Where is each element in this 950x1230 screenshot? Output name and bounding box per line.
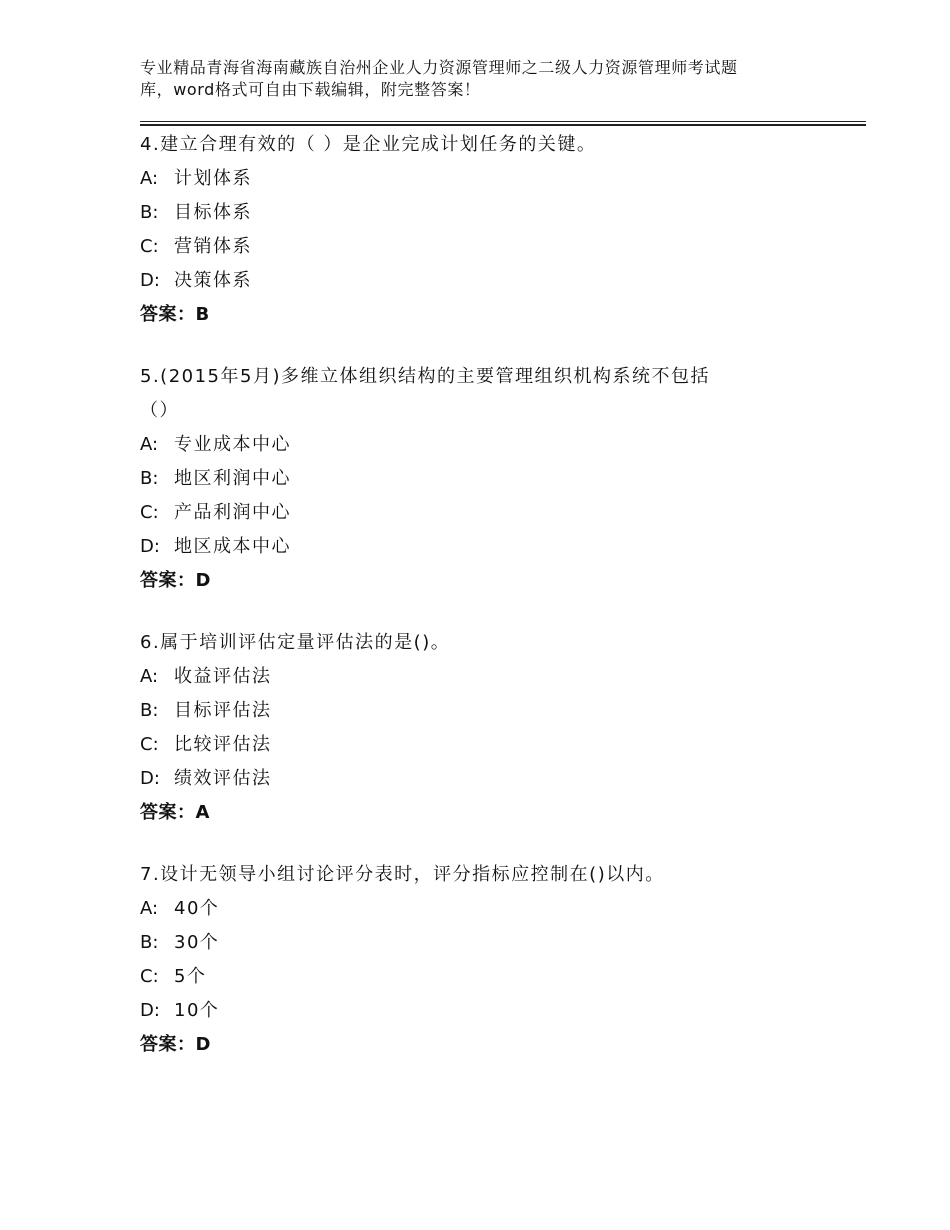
option-b <box>140 462 866 496</box>
option-key: C: <box>140 966 159 987</box>
question-stem: 5.(2015年5月)多维立体组织结构的主要管理组织机构系统不包括 <box>140 366 710 387</box>
option-c <box>140 496 866 530</box>
question-7 <box>140 858 866 1062</box>
option-a <box>140 428 866 462</box>
option-text: 营销体系 <box>174 236 252 257</box>
option-c <box>140 728 866 762</box>
option-key: B: <box>140 468 159 489</box>
option-key: D: <box>140 1000 160 1021</box>
header-line-2: 库，word格式可自由下载编辑，附完整答案！ <box>140 80 481 99</box>
answer-label: 答案：D <box>140 570 211 591</box>
question-5 <box>140 360 866 598</box>
header-rule-thin <box>140 121 866 122</box>
option-key: A: <box>140 434 159 455</box>
option-text: 目标评估法 <box>174 700 272 721</box>
option-d <box>140 264 866 298</box>
question-list <box>140 128 866 1090</box>
question-6 <box>140 626 866 830</box>
option-text: 收益评估法 <box>174 666 272 687</box>
page-header <box>140 57 840 101</box>
option-key: C: <box>140 502 159 523</box>
answer-label: 答案：D <box>140 1034 211 1055</box>
option-c <box>140 230 866 264</box>
option-text: 专业成本中心 <box>174 434 291 455</box>
header-rule-thick <box>140 124 866 126</box>
option-b <box>140 694 866 728</box>
answer-label: 答案：B <box>140 304 210 325</box>
header-line-1: 专业精品青海省海南藏族自治州企业人力资源管理师之二级人力资源管理师考试题 <box>140 58 738 77</box>
option-c <box>140 960 866 994</box>
option-a <box>140 892 866 926</box>
option-key: B: <box>140 202 159 223</box>
option-b <box>140 196 866 230</box>
question-stem: 7.设计无领导小组讨论评分表时，评分指标应控制在()以内。 <box>140 864 665 885</box>
option-key: B: <box>140 932 159 953</box>
option-text: 30个 <box>174 932 220 953</box>
option-key: D: <box>140 768 160 789</box>
option-key: A: <box>140 666 159 687</box>
option-key: A: <box>140 168 159 189</box>
option-a <box>140 660 866 694</box>
option-text: 计划体系 <box>174 168 252 189</box>
option-key: B: <box>140 700 159 721</box>
option-d <box>140 994 866 1028</box>
option-b <box>140 926 866 960</box>
option-text: 40个 <box>174 898 220 919</box>
option-key: D: <box>140 536 160 557</box>
option-d <box>140 762 866 796</box>
option-text: 10个 <box>174 1000 220 1021</box>
option-text: 比较评估法 <box>174 734 272 755</box>
question-stem: 6.属于培训评估定量评估法的是()。 <box>140 632 451 653</box>
option-text: 决策体系 <box>174 270 252 291</box>
option-text: 产品利润中心 <box>174 502 291 523</box>
answer-label: 答案：A <box>140 802 210 823</box>
option-d <box>140 530 866 564</box>
option-a <box>140 162 866 196</box>
option-text: 绩效评估法 <box>174 768 272 789</box>
question-stem-continued: （） <box>140 400 179 421</box>
question-4 <box>140 128 866 332</box>
option-text: 地区成本中心 <box>174 536 291 557</box>
option-text: 目标体系 <box>174 202 252 223</box>
option-key: C: <box>140 236 159 257</box>
option-key: D: <box>140 270 160 291</box>
option-text: 5个 <box>174 966 207 987</box>
option-key: C: <box>140 734 159 755</box>
question-stem: 4.建立合理有效的（ ）是企业完成计划任务的关键。 <box>140 134 597 155</box>
option-text: 地区利润中心 <box>174 468 291 489</box>
option-key: A: <box>140 898 159 919</box>
